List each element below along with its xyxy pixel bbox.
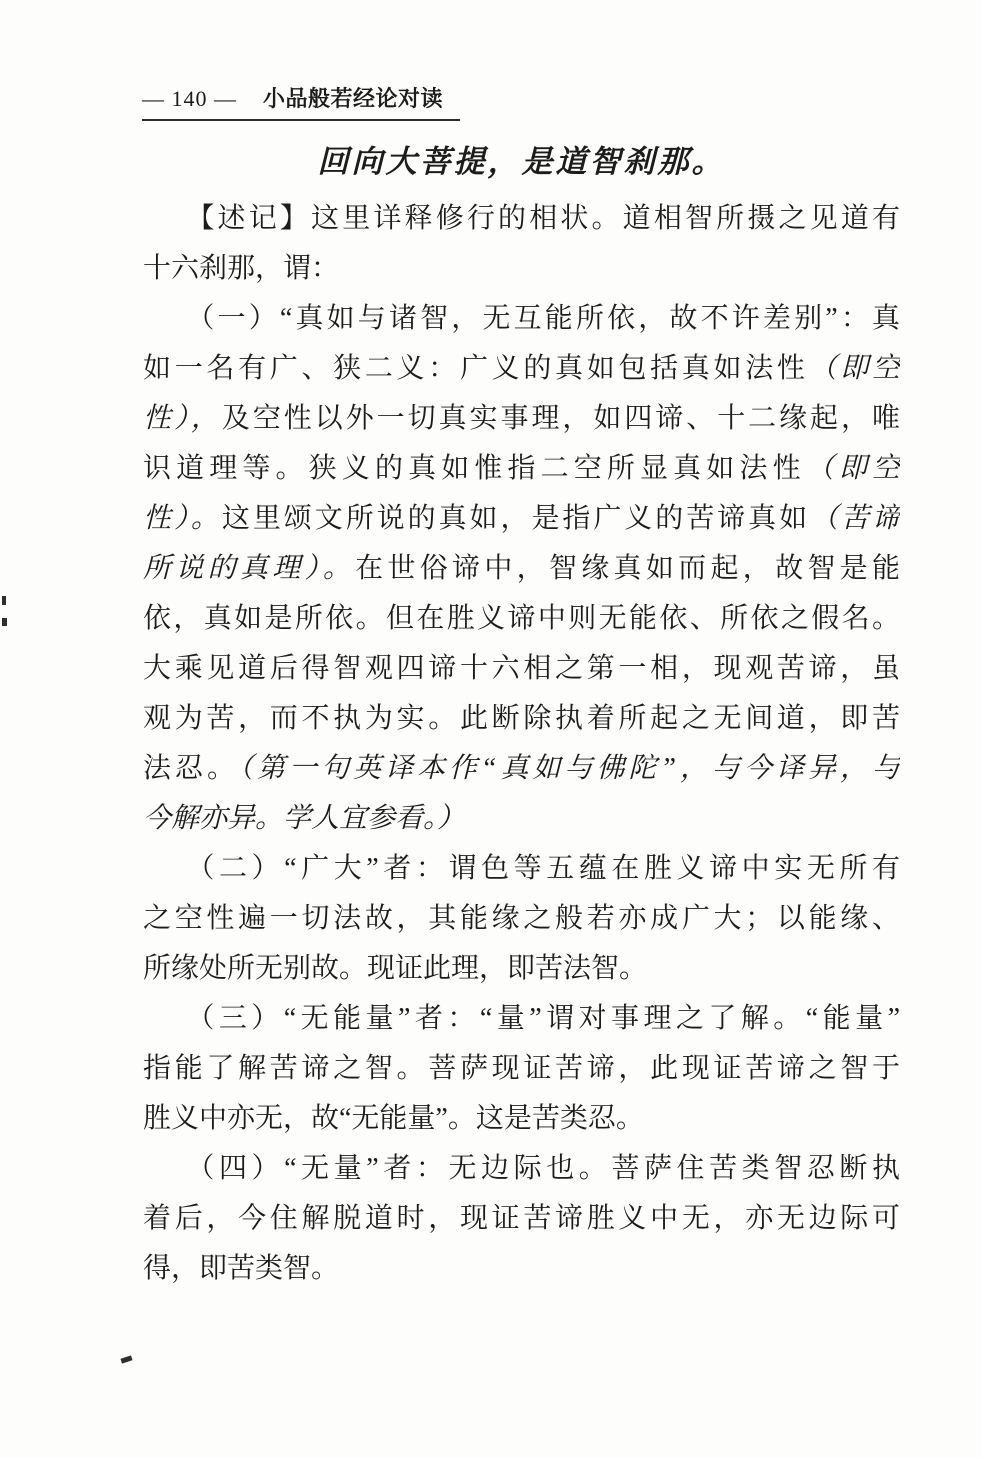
text-line [143,194,900,244]
body-text: 依，真如是所依。但在胜义谛中则无能依、所依之假名。 [143,603,900,634]
text-line [143,994,900,1044]
body-text: 得，即苦类智。 [143,1253,340,1284]
body-text: （二）“广大”者：谓色等五蕴在胜义谛中实无所有 [186,853,900,884]
text-line [143,894,900,944]
text-line [143,844,900,894]
annotation-text: （即空 [805,453,900,484]
text-line [143,944,900,994]
annotation-text: 今解亦异。学人宜参看。） [143,803,466,834]
annotation-text: 性）。 [143,503,222,534]
annotation-text: （即空 [808,353,900,384]
scan-artifact [120,1355,132,1363]
text-line [143,744,900,794]
text-line [143,1044,900,1094]
body-text: 胜义中亦无，故“无能量”。这是苦类忍。 [143,1103,644,1134]
text-line [143,444,900,494]
body-text: 识道理等。狭义的真如惟指二空所显真如法性 [143,453,806,484]
body-text: 大乘见道后得智观四谛十六相之第一相，现观苦谛，虽 [143,653,900,684]
text-line [143,794,900,844]
text-body [143,194,900,1294]
text-line [143,344,900,394]
text-line [143,394,900,444]
annotation-text: （苦谛 [810,503,900,534]
text-line [143,644,900,694]
text-line [143,294,900,344]
body-text: （一）“真如与诸智，无互能所依，故不许差别”：真 [186,303,900,334]
running-head [142,86,460,121]
body-text: 如一名有广、狭二义：广义的真如包括真如法性 [143,353,809,384]
annotation-text: 所说的真理）。 [143,553,356,584]
text-line [143,594,900,644]
body-text: 指能了解苦谛之智。菩萨现证苦谛，此现证苦谛之智于 [143,1053,900,1084]
body-text: 观为苦，而不执为实。此断除执着所起之无间道，即苦 [143,703,900,734]
text-line [143,1194,900,1244]
page-number: — 140 — [142,86,237,111]
text-line [143,494,900,544]
body-text: 这里颂文所说的真如，是指广义的苦谛真如 [221,503,811,534]
scan-artifact [2,618,7,626]
body-text: 法忍。 [143,753,239,784]
body-text: 十六刹那，谓： [143,253,340,284]
text-line [143,1094,900,1144]
body-text: （三）“无能量”者：“量”谓对事理之了解。“能量” [186,1003,900,1034]
body-text: 之空性遍一切法故，其能缘之般若亦成广大；以能缘、 [143,903,900,934]
body-text: 着后，今住解脱道时，现证苦谛胜义中无，亦无边际可 [143,1203,900,1234]
body-text: 所缘处所无别故。现证此理，即苦法智。 [143,953,648,984]
text-line [143,244,900,294]
scan-artifact [2,596,6,605]
verse-line: 回向大菩提，是道智刹那。 [317,144,726,179]
text-line [143,694,900,744]
body-text: 在世俗谛中，智缘真如而起，故智是能 [355,553,900,584]
text-line [143,544,900,594]
annotation-text: 性）， [143,403,222,434]
body-text: 及空性以外一切真实事理，如四谛、十二缘起，唯 [221,403,900,434]
annotation-text: （第一句英译本作“真如与佛陀”，与今译异，与 [238,753,900,784]
body-text: 【述记】这里详释修行的相状。道相智所摄之见道有 [186,203,900,234]
text-line [143,1144,900,1194]
body-text: （四）“无量”者：无边际也。菩萨住苦类智忍断执 [186,1153,900,1184]
book-title: 小品般若经论对读 [263,86,444,111]
text-line [143,1244,900,1294]
